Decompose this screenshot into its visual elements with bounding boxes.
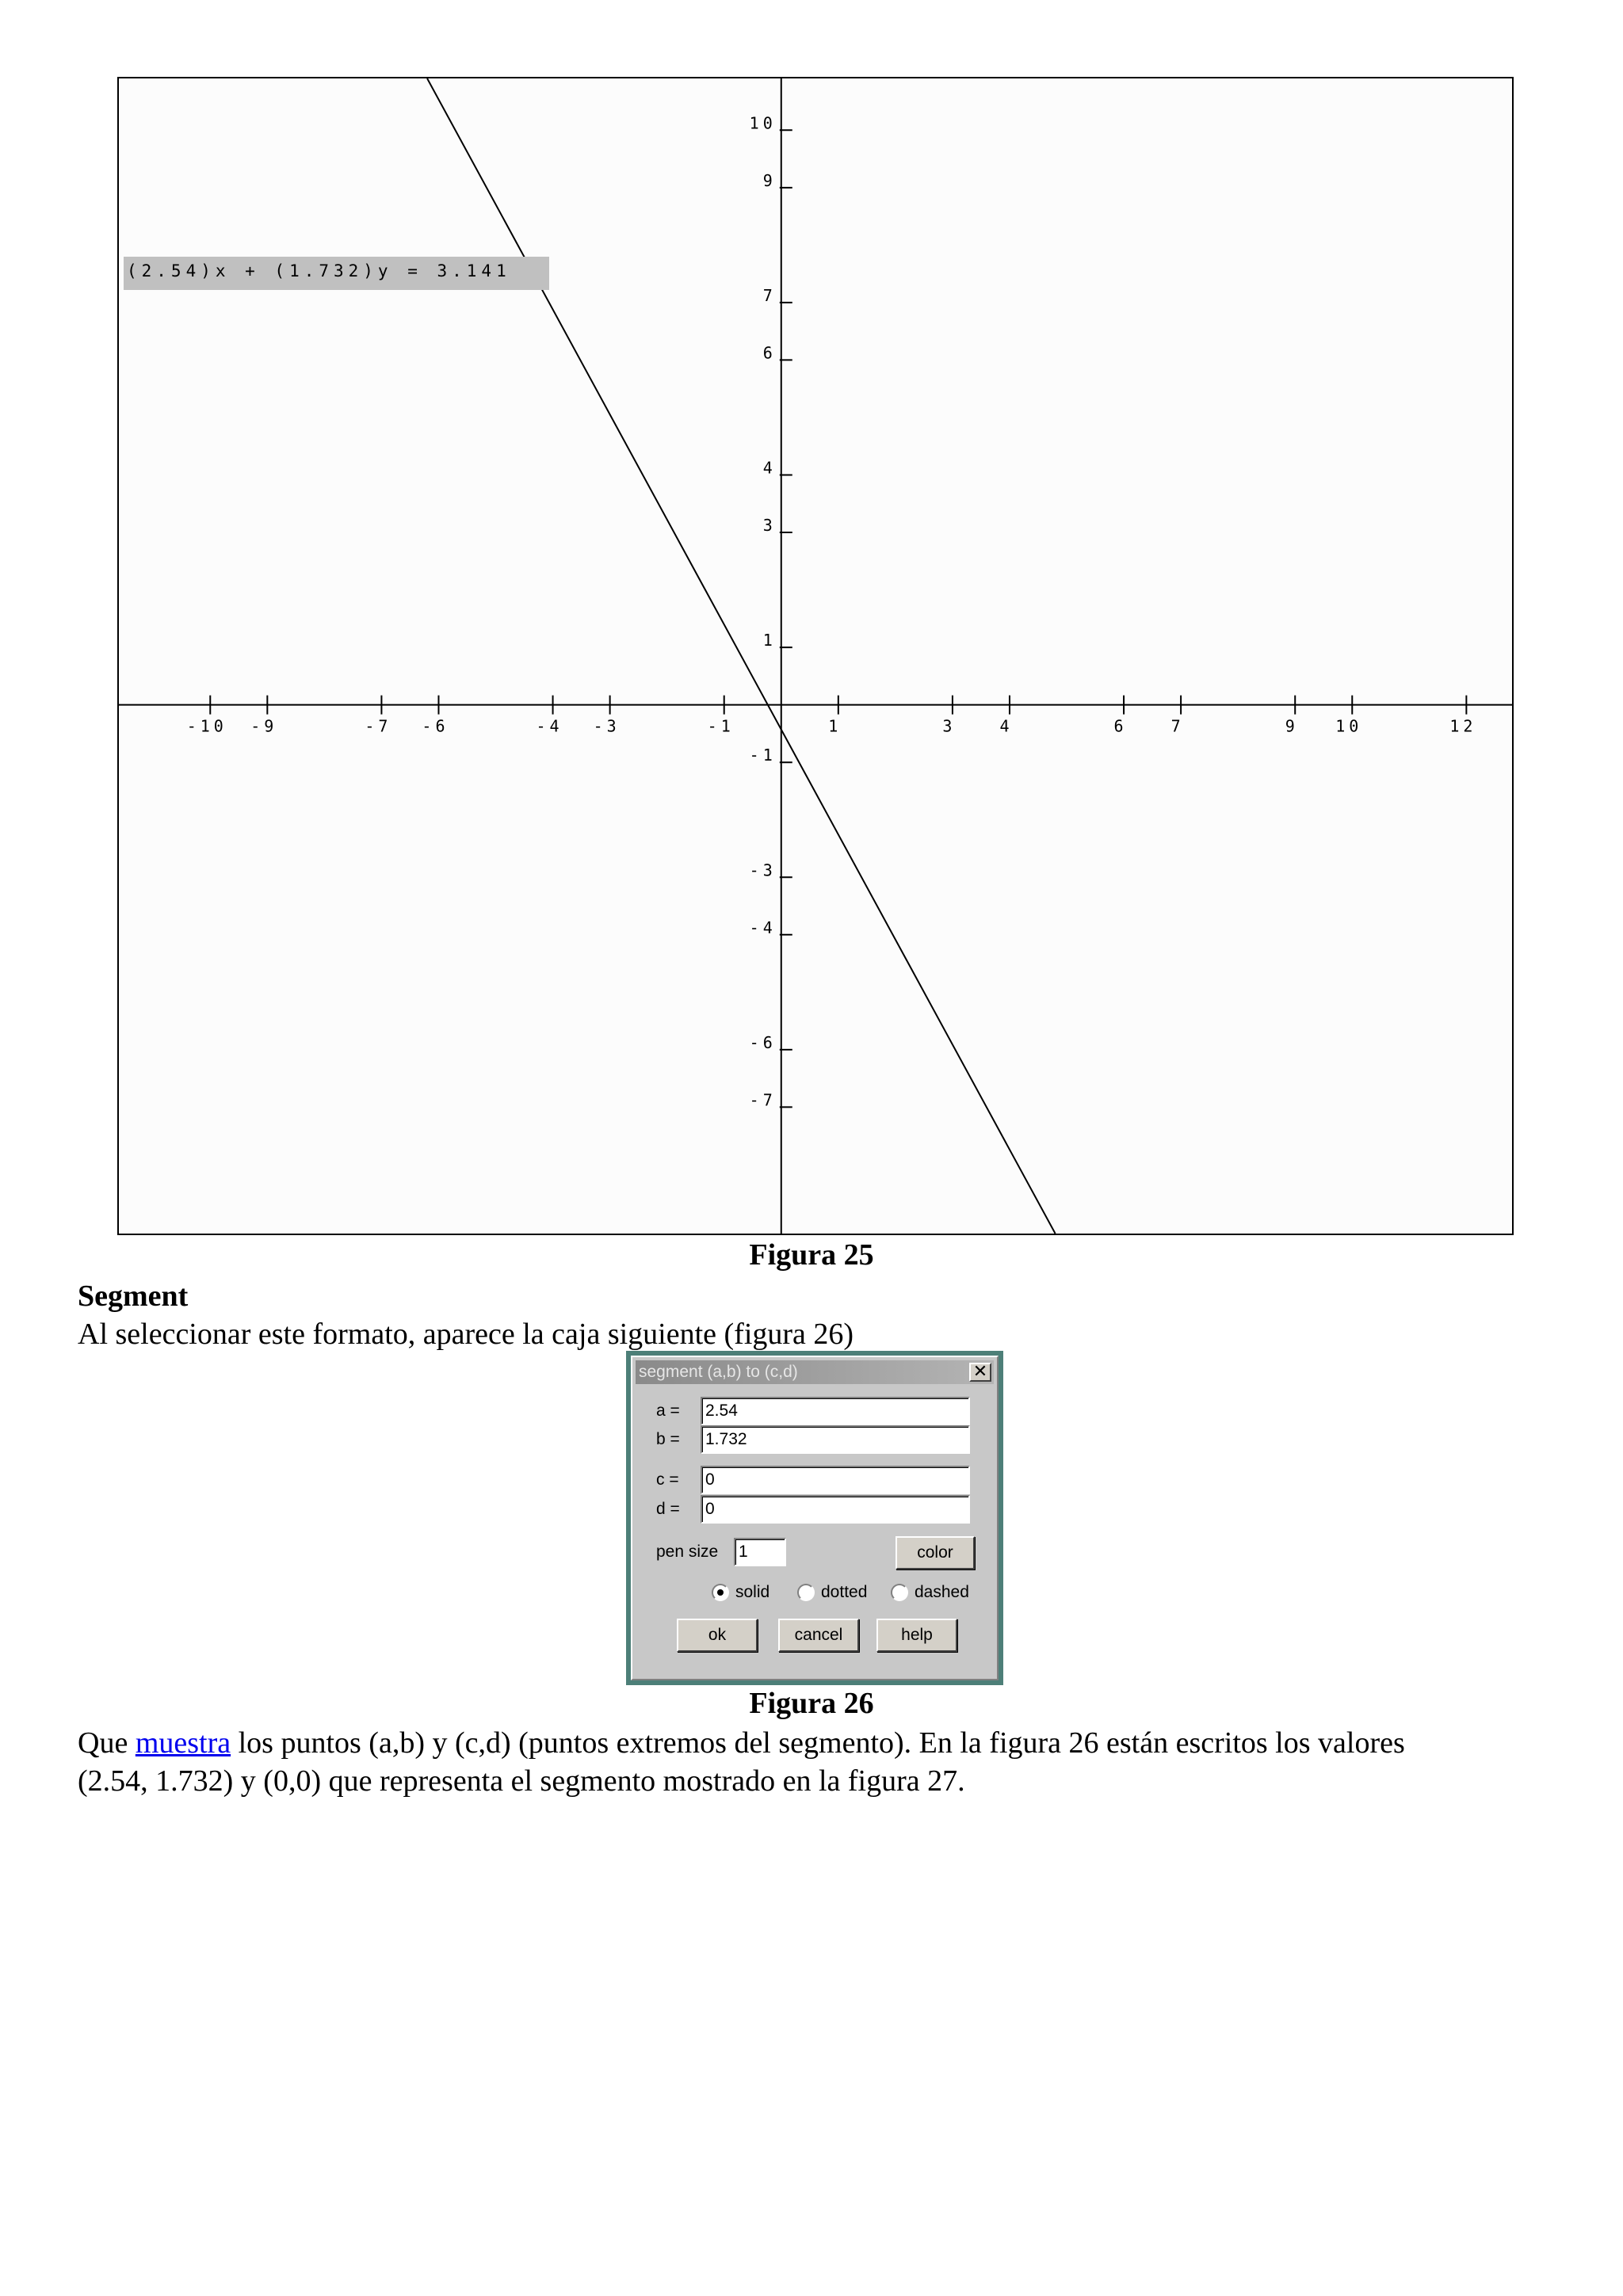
- color-button[interactable]: color: [896, 1536, 975, 1569]
- dialog-titlebar[interactable]: [636, 1360, 994, 1384]
- section-heading: Segment: [78, 1280, 189, 1313]
- pen-size-label: pen size: [656, 1543, 719, 1561]
- y-tick-label: 1: [762, 631, 777, 650]
- graph-canvas: [119, 78, 1512, 1234]
- body-paragraph-line2: (2.54, 1.732) y (0,0) que representa el segmento mostrado en la figura 27.: [78, 1764, 965, 1798]
- radio-dotted-indicator[interactable]: [797, 1584, 815, 1601]
- x-tick-label: 1: [828, 716, 842, 736]
- y-tick-label: -1: [749, 746, 777, 765]
- x-tick-label: -1: [707, 716, 735, 736]
- a-input[interactable]: 2.54: [701, 1397, 970, 1425]
- radio-dotted-label: dotted: [821, 1583, 868, 1601]
- figure-25-caption: Figura 25: [749, 1238, 874, 1272]
- pen-size-input[interactable]: 1: [734, 1538, 786, 1566]
- c-label: c =: [656, 1470, 679, 1489]
- muestra-link[interactable]: muestra: [135, 1726, 231, 1760]
- radio-dotted[interactable]: [797, 1581, 867, 1604]
- dialog-body: [631, 1356, 999, 1680]
- d-input[interactable]: 0: [701, 1495, 970, 1524]
- equation-line: [427, 78, 1056, 1234]
- x-tick-label: 3: [942, 716, 957, 736]
- x-tick-label: -3: [593, 716, 621, 736]
- radio-dashed-indicator[interactable]: [891, 1584, 908, 1601]
- radio-dashed-label: dashed: [915, 1583, 969, 1601]
- y-tick-label: -7: [749, 1090, 777, 1110]
- y-tick-label: 7: [762, 285, 777, 305]
- y-tick-label: 10: [749, 113, 777, 133]
- x-tick-label: 9: [1285, 716, 1299, 736]
- y-tick-label: -3: [749, 860, 777, 880]
- x-tick-label: -9: [250, 716, 278, 736]
- b-input[interactable]: 1.732: [701, 1425, 970, 1454]
- body-text-pre: Que: [78, 1726, 136, 1760]
- segment-dialog: [626, 1351, 1003, 1685]
- radio-dashed[interactable]: [891, 1581, 969, 1604]
- x-tick-label: 7: [1170, 716, 1185, 736]
- y-tick-label: 9: [762, 170, 777, 190]
- help-button[interactable]: help: [876, 1619, 957, 1652]
- y-tick-label: 4: [762, 458, 777, 478]
- graph-plot: [117, 77, 1514, 1235]
- x-tick-label: 12: [1449, 716, 1477, 736]
- figure-26-caption: Figura 26: [749, 1687, 874, 1720]
- y-tick-label: -6: [749, 1032, 777, 1052]
- x-tick-label: -6: [422, 716, 449, 736]
- b-label: b =: [656, 1430, 680, 1448]
- d-label: d =: [656, 1500, 680, 1518]
- y-tick-label: 3: [762, 516, 777, 536]
- close-icon[interactable]: ✕: [969, 1363, 991, 1382]
- c-input[interactable]: 0: [701, 1466, 970, 1494]
- x-tick-label: 6: [1113, 716, 1128, 736]
- cancel-button[interactable]: cancel: [778, 1619, 859, 1652]
- x-tick-label: -4: [536, 716, 563, 736]
- y-tick-label: 6: [762, 343, 777, 363]
- x-tick-label: -10: [186, 716, 227, 736]
- intro-paragraph: Al seleccionar este formato, aparece la caja siguiente (figura 26): [78, 1318, 854, 1351]
- x-tick-label: -7: [365, 716, 392, 736]
- y-tick-label: -4: [749, 917, 777, 937]
- radio-solid[interactable]: [712, 1581, 769, 1604]
- x-tick-label: 10: [1335, 716, 1363, 736]
- a-label: a =: [656, 1402, 680, 1420]
- body-paragraph-line1: [78, 1724, 1405, 1762]
- ok-button[interactable]: ok: [677, 1619, 758, 1652]
- radio-solid-label: solid: [735, 1583, 770, 1601]
- body-text-post: los puntos (a,b) y (c,d) (puntos extremos del segmento). En la figura 26 están escritos los valores: [231, 1726, 1405, 1760]
- dialog-title: segment (a,b) to (c,d): [639, 1363, 798, 1381]
- x-tick-label: 4: [999, 716, 1014, 736]
- radio-solid-indicator[interactable]: [712, 1584, 729, 1601]
- equation-label: (2.54)x + (1.732)y = 3.141: [124, 257, 549, 290]
